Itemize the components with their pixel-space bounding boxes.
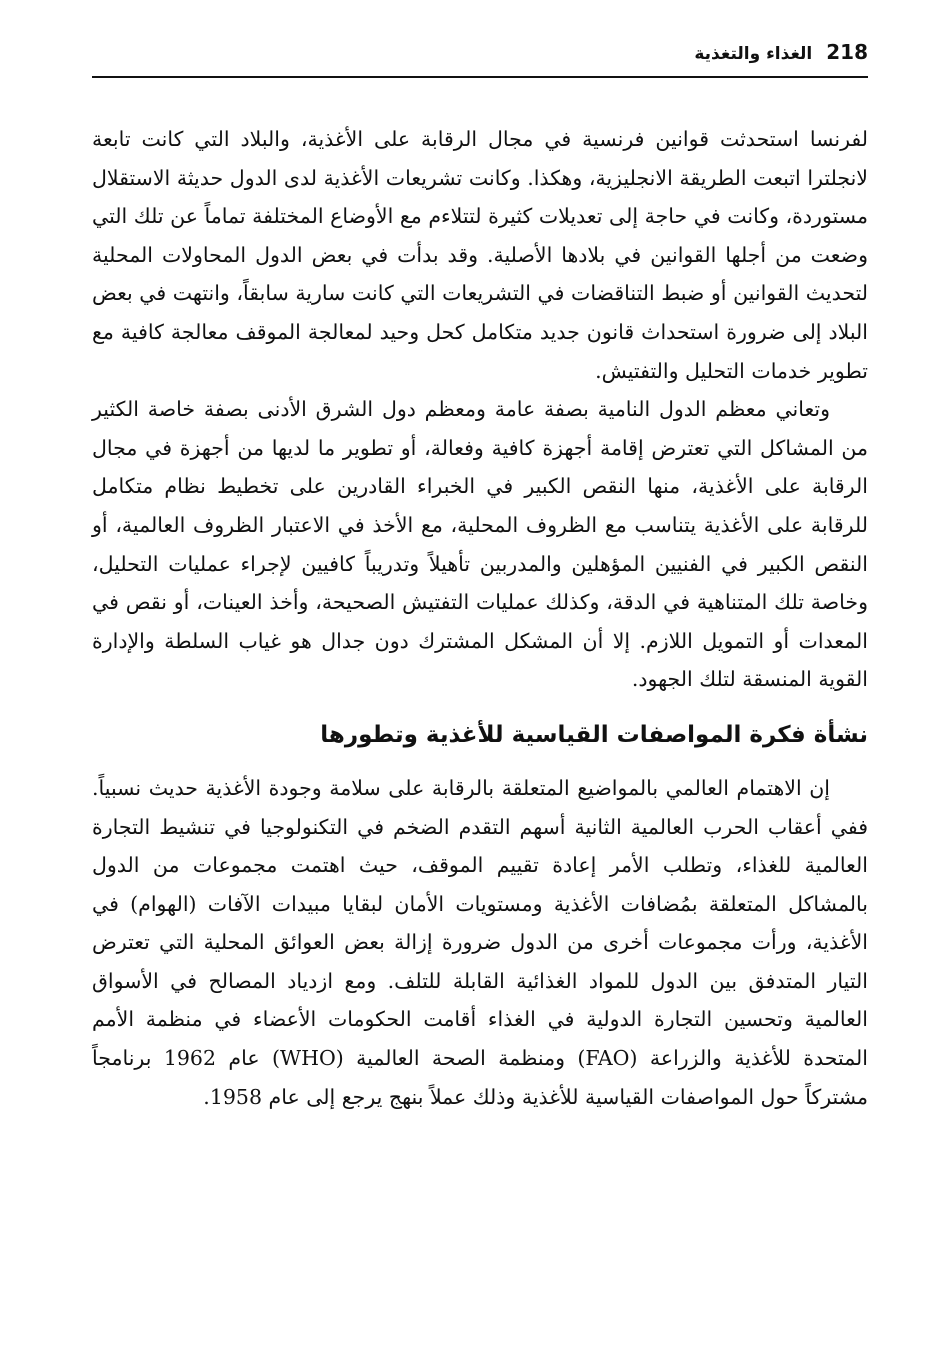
paragraph-1: لفرنسا استحدثت قوانين فرنسية في مجال الرقابة على الأغذية، والبلاد التي كانت تابعة لانجلترا اتبعت الطريقة الانجليزية، وهكذا. وكانت تشريعات الأغذية لدى الدول حديثة الاستقلال مستوردة، وكانت في حاجة إلى تعديلات كثيرة لتتلاءم مع الأوضاع المختلفة تماماً عن تلك التي وضعت من أجلها القوانين في بلادها الأصلية. وقد بدأت في بعض الدول المحاولات المحلية لتحديث القوانين أو ضبط التناقضات في التشريعات التي كانت سارية سابقاً، وانتهت في بعض البلاد إلى ضرورة استحداث قانون جديد متكامل كحل وحيد لمعالجة الموقف معالجة كافية مع تطوير خدمات التحليل والتفتيش. — [92, 127, 868, 383]
running-title: الغذاء والتغذية — [694, 44, 813, 64]
running-header — [92, 40, 868, 78]
section-heading: نشأة فكرة المواصفات القياسية للأغذية وتطورها — [320, 721, 868, 748]
book-page — [92, 40, 868, 1340]
page-body — [92, 120, 868, 1116]
paragraph-2: وتعاني معظم الدول النامية بصفة عامة ومعظم دول الشرق الأدنى بصفة خاصة الكثير من المشاكل التي تعترض إقامة أجهزة كافية وفعالة، أو تطوير ما لديها من أجهزة في مجال الرقابة على الأغذية، منها النقص الكبير في الخبراء القادرين على تخطيط نظام متكامل للرقابة على الأغذية يتناسب مع الظروف المحلية، مع الأخذ في الاعتبار الظروف العالمية، أو النقص الكبير في الفنيين المؤهلين والمدربين تأهيلاً وتدريباً كافيين لإجراء عمليات التحليل، وخاصة تلك المتناهية في الدقة، وكذلك عمليات التفتيش الصحيحة، وأخذ العينات، أو نقص في المعدات أو التمويل اللازم. إلا أن المشكل المشترك دون جدال هو غياب السلطة والإدارة القوية المنسقة لتلك الجهود. — [92, 397, 868, 692]
section-paragraph: إن الاهتمام العالمي بالمواضيع المتعلقة بالرقابة على سلامة وجودة الأغذية حديث نسبياً. ففي أعقاب الحرب العالمية الثانية أسهم التقدم الضخم في التكنولوجيا في تنشيط التجارة العالمية للغذاء، وتطلب الأمر إعادة تقييم الموقف، حيث اهتمت مجموعات من الدول بالمشاكل المتعلقة بمُضافات الأغذية ومستويات الأمان لبقايا مبيدات الآفات (الهوام) في الأغذية، ورأت مجموعات أخرى من الدول ضرورة إزالة بعض العوائق المحلية التي تعترض التيار المتدفق بين الدول للمواد الغذائية القابلة للتلف. ومع ازدياد المصالح في الأسواق العالمية وتحسين التجارة الدولية في الغذاء أقامت الحكومات الأعضاء في منظمة الأمم المتحدة للأغذية والزراعة (FAO) ومنظمة الصحة العالمية (WHO) عام 1962 برنامجاً مشتركاً حول المواصفات القياسية للأغذية وذلك عملاً بنهج يرجع إلى عام 1958. — [92, 775, 868, 1109]
page-number: 218 — [826, 40, 868, 64]
